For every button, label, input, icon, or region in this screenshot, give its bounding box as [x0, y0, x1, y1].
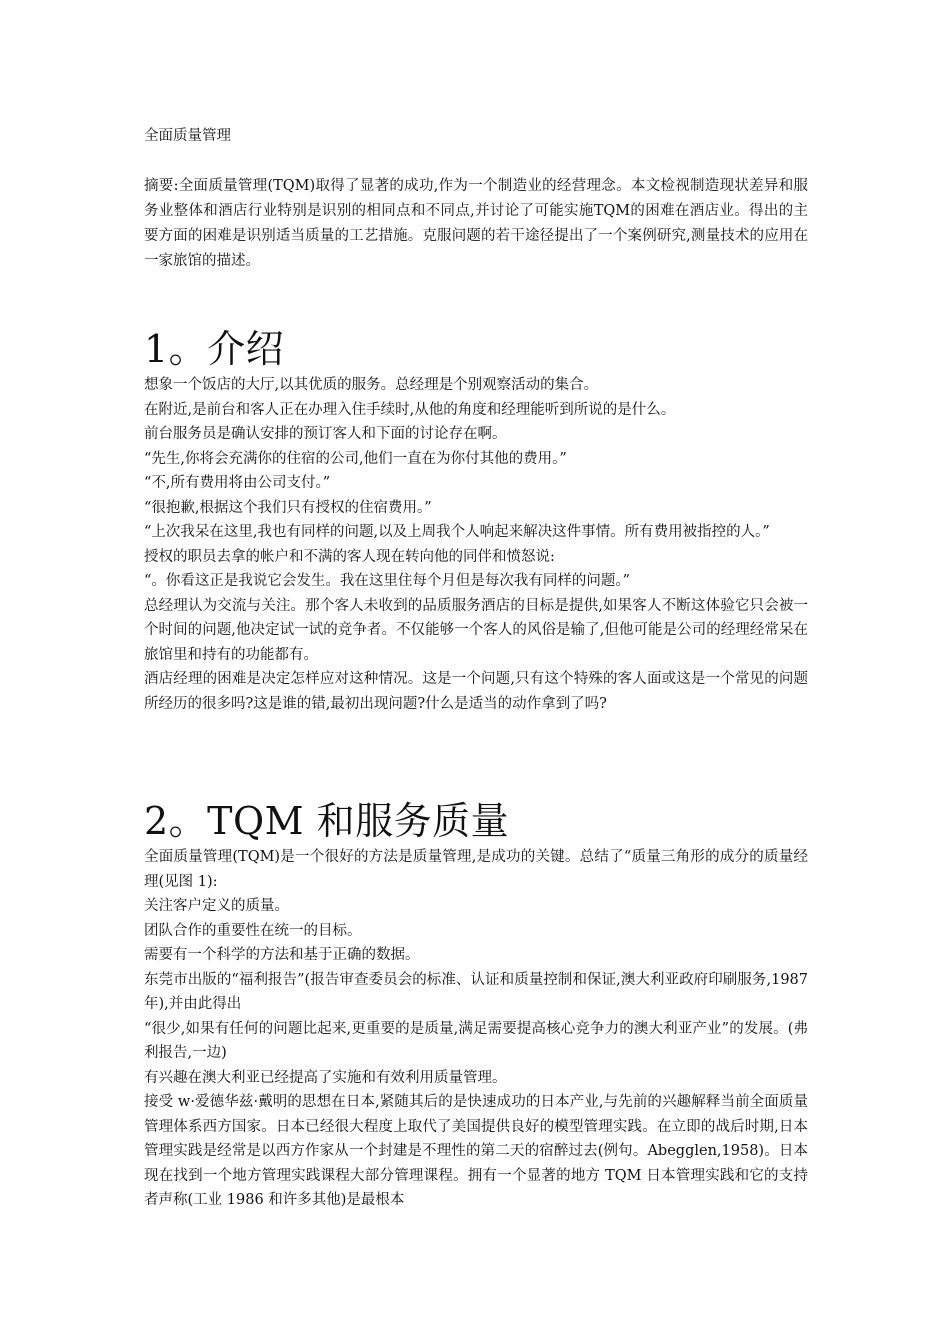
section-2-paragraph: 需要有一个科学的方法和基于正确的数据。: [144, 947, 420, 963]
section-2-heading: 2。TQM 和服务质量: [144, 799, 510, 843]
section-2-paragraph: 全面质量管理(TQM)是一个很好的方法是质量管理,是成功的关键。总结了“质量三角形的成分的质量经理(见图 1):: [144, 849, 808, 890]
abstract-paragraph: 摘要:全面质量管理(TQM)取得了显著的成功,作为一个制造业的经营理念。本文检视制造现状差异和服务业整体和酒店行业特别是识别的相同点和不同点,并讨论了可能实施TQM的困难在酒店业。得出的主要方面的困难是识别适当质量的工艺措施。克服问题的若干途径提出了一个案例研究,测量技术的应用在一家旅馆的描述。: [144, 178, 808, 269]
section-2-paragraph: 接受 w·爱德华兹·戴明的思想在日本,紧随其后的是快速成功的日本产业,与先前的兴趣解释当前全面质量管理体系西方国家。日本已经很大程度上取代了美国提供良好的模型管理实践。在立即的战后时期,日本管理实践是经常是以西方作家从一个封建是不理性的第二天的宿醉过去(例句。Abegglen,1958)。日本现在找到一个地方管理实践课程大部分管理课程。拥有一个显著的地方 TQM 日本管理实践和它的支持者声称(工业 1986 和许多其他)是最根本: [144, 1094, 808, 1208]
document-title: 全面质量管理: [144, 128, 231, 144]
section-1-paragraph: 想象一个饭店的大厅,以其优质的服务。总经理是个别观察活动的集合。: [144, 377, 599, 393]
section-1-heading: 1。介绍: [144, 327, 285, 371]
section-1-paragraph: “很抱歉,根据这个我们只有授权的住宿费用。”: [144, 499, 432, 516]
section-2-paragraph: 关注客户定义的质量。: [144, 898, 289, 914]
section-2-paragraph: 团队合作的重要性在统一的目标。: [144, 922, 362, 939]
section-2-paragraph: “很少,如果有任何的问题比起来,更重要的是质量,满足需要提高核心竞争力的澳大利亚产业”的发展。(弗利报告,一边): [144, 1020, 808, 1061]
section-2-paragraph: 东莞市出版的“福利报告”(报告审查委员会的标准、认证和质量控制和保证,澳大利亚政府印刷服务,1987 年),并由此得出: [144, 971, 808, 1012]
section-1-paragraph: “不,所有费用将由公司支付。”: [144, 475, 331, 491]
section-1-paragraph: “先生,你将会充满你的住宿的公司,他们一直在为你付其他的费用。”: [144, 450, 567, 467]
section-2-paragraph: 有兴趣在澳大利亚已经提高了实施和有效利用质量管理。: [144, 1069, 507, 1086]
section-1-paragraph: 前台服务员是确认安排的预订客人和下面的讨论存在啊。: [144, 426, 507, 442]
section-2-body: [144, 845, 808, 1213]
section-1-paragraph: 授权的职员去拿的帐户和不满的客人现在转向他的同伴和愤怒说:: [144, 548, 555, 565]
section-1-body: [144, 373, 808, 716]
section-1-paragraph: “。你看这正是我说它会发生。我在这里住每个月但是每次我有同样的问题。”: [144, 573, 631, 589]
section-1-paragraph: 在附近,是前台和客人正在办理入住手续时,从他的角度和经理能听到所说的是什么。: [144, 401, 676, 418]
section-1-paragraph: 酒店经理的困难是决定怎样应对这种情况。这是一个问题,只有这个特殊的客人面或这是一个常见的问题所经历的很多吗?这是谁的错,最初出现问题?什么是适当的动作拿到了吗?: [144, 671, 808, 712]
section-1-paragraph: 总经理认为交流与关注。那个客人未收到的品质服务酒店的目标是提供,如果客人不断这体验它只会被一个时间的问题,他决定试一试的竞争者。不仅能够一个客人的风俗是输了,但他可能是公司的经理经常呆在旅馆里和持有的功能都有。: [144, 597, 808, 663]
section-1-paragraph: “上次我呆在这里,我也有同样的问题,以及上周我个人响起来解决这件事情。所有费用被指控的人。”: [144, 524, 770, 540]
